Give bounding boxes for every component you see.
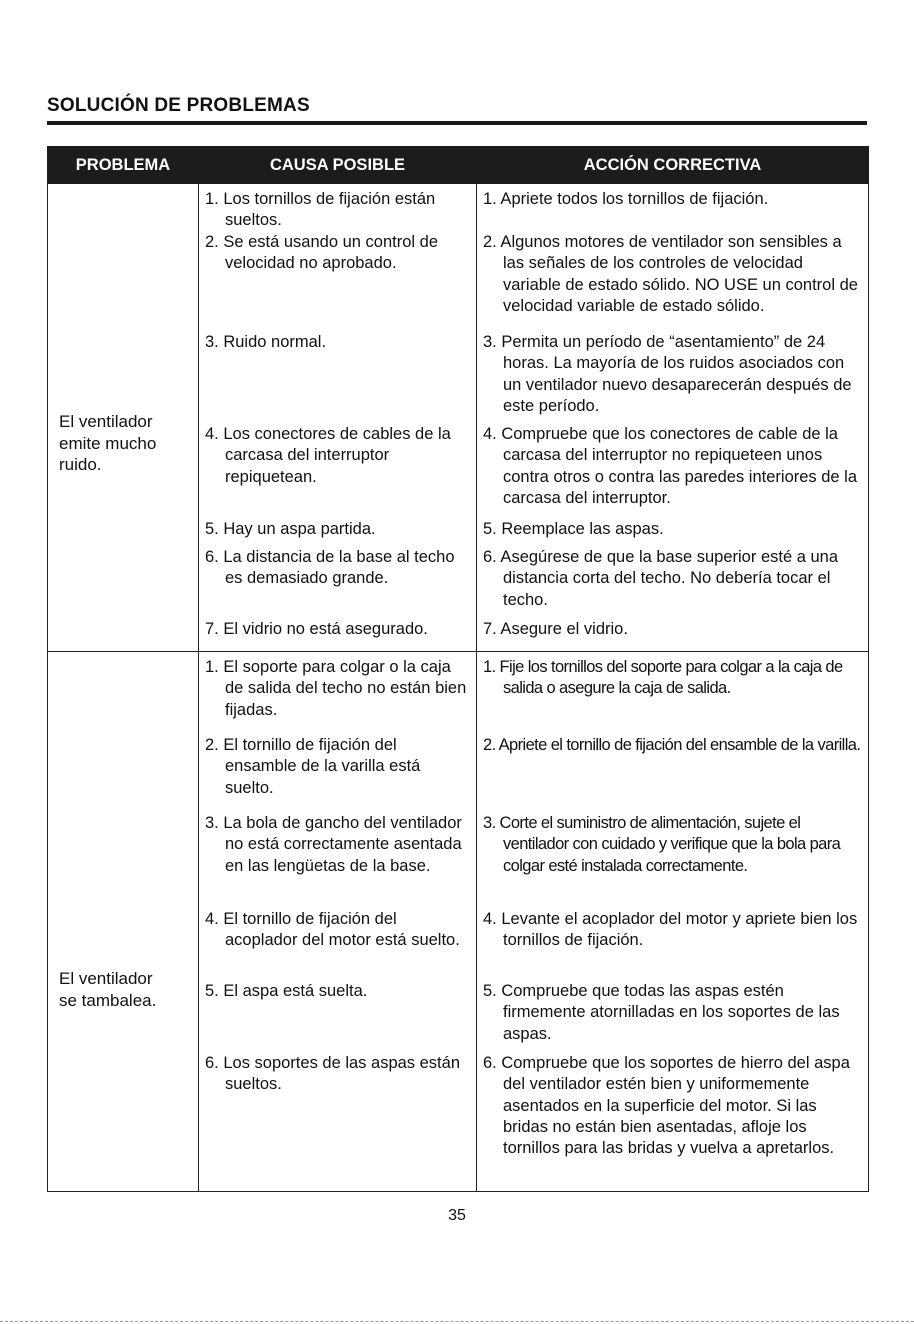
problem-line: El ventilador [59, 412, 153, 431]
table-header-row [48, 147, 869, 184]
action-item: 5. Reemplace las aspas. [483, 520, 664, 538]
problem-text [59, 968, 156, 1011]
action-item: 6. Asegúrese de que la base superior esté a una distancia corta del techo. No debería tocar el techo. [483, 548, 838, 609]
problem-text [59, 411, 156, 476]
cause-item: 2. El tornillo de fijación del ensamble de la varilla está suelto. [205, 736, 421, 797]
action-item: 2. Apriete el tornillo de fijación del ensamble de la varilla. [483, 736, 861, 754]
causes-cell [199, 652, 477, 1192]
action-item: 4. Compruebe que los conectores de cable de la carcasa del interruptor no repiqueteen unos contra otros o contra las paredes interiores de la carcasa del interruptor. [483, 425, 858, 507]
problem-line: El ventilador [59, 969, 153, 988]
page-title: SOLUCIÓN DE PROBLEMAS [47, 95, 310, 116]
problem-cell [48, 652, 199, 1192]
cause-item: 4. El tornillo de fijación del acoplador del motor está suelto. [205, 910, 460, 950]
action-item: 3. Corte el suministro de alimentación, sujete el ventilador con cuidado y verifique que la bola para colgar esté instalada correctamente. [483, 814, 841, 875]
header-problema: PROBLEMA [48, 147, 199, 184]
action-item: 5. Compruebe que todas las aspas estén firmemente atornilladas en los soportes de las aspas. [483, 982, 840, 1043]
action-item: 4. Levante el acoplador del motor y apriete bien los tornillos de fijación. [483, 910, 858, 950]
page-edge-divider [0, 1321, 914, 1322]
action-item: 2. Algunos motores de ventilador son sensibles a las señales de los controles de velocidad variable de estado sólido. NO USE un control de velocidad variable de estado sólido. [483, 233, 858, 315]
header-accion: ACCIÓN CORRECTIVA [477, 147, 869, 184]
causes-cell [199, 184, 477, 652]
cause-item: 4. Los conectores de cables de la carcasa del interruptor repiquetean. [205, 425, 451, 486]
table-row-noise [48, 184, 869, 652]
cause-item: 1. Los tornillos de fijación están sueltos. [205, 190, 436, 230]
cause-item: 3. Ruido normal. [205, 333, 327, 351]
cause-item: 1. El soporte para colgar o la caja de salida del techo no están bien fijadas. [205, 658, 467, 719]
action-item: 1. Fije los tornillos del soporte para colgar a la caja de salida o asegure la caja de salida. [483, 658, 843, 698]
cause-item: 7. El vidrio no está asegurado. [205, 620, 428, 638]
problem-line: emite mucho [59, 433, 157, 453]
cause-item: 5. El aspa está suelta. [205, 982, 368, 1000]
cause-item: 3. La bola de gancho del ventilador no está correctamente asentada en las lengüetas de la base. [205, 814, 462, 875]
table-row-wobble [48, 652, 869, 1192]
cause-item: 6. La distancia de la base al techo es demasiado grande. [205, 548, 455, 588]
actions-cell [477, 652, 869, 1192]
action-item: 1. Apriete todos los tornillos de fijación. [483, 190, 769, 208]
problem-line: se tambalea. [59, 990, 157, 1010]
troubleshooting-table [47, 146, 869, 1192]
page-number: 35 [448, 1207, 466, 1224]
cause-item: 2. Se está usando un control de velocidad no aprobado. [205, 233, 438, 273]
problem-line: ruido. [59, 455, 102, 474]
problem-cell [48, 184, 199, 652]
cause-item: 6. Los soportes de las aspas están sueltos. [205, 1054, 460, 1094]
action-item: 7. Asegure el vidrio. [483, 620, 628, 638]
action-item: 3. Permita un período de “asentamiento” de 24 horas. La mayoría de los ruidos asociados con un ventilador nuevo desaparecerán después de este período. [483, 333, 852, 415]
actions-cell [477, 184, 869, 652]
cause-item: 5. Hay un aspa partida. [205, 520, 376, 538]
header-causa: CAUSA POSIBLE [199, 147, 477, 184]
action-item: 6. Compruebe que los soportes de hierro del aspa del ventilador estén bien y uniformemente asentados en la superficie del motor. Si las bridas no están bien asentadas, afloje los tornillos para las bridas y vuelva a apretarlos. [483, 1054, 850, 1158]
title-rule [47, 121, 867, 125]
